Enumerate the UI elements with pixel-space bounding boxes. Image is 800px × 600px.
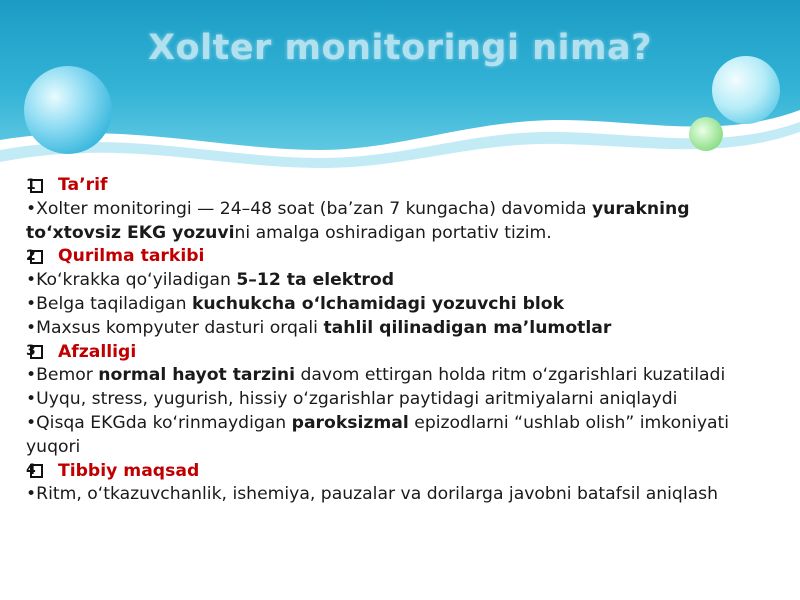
header-banner [0, 0, 800, 170]
numbered-checkbox-icon: 2 [26, 248, 44, 266]
bullet-line: •Maxsus kompyuter dasturi orqali tahlil qilinadigan ma’lumotlar [26, 317, 612, 338]
section-heading [26, 341, 786, 365]
bubble-green [689, 117, 723, 151]
bullet-line: •Uyqu, stress, yugurish, hissiy o‘zgarishlar paytidagi aritmiyalarni aniqlaydi [26, 389, 678, 410]
section-title: Afzalligi [58, 341, 137, 362]
slide-title: Xolter monitoringi nima? [148, 28, 652, 68]
numbered-checkbox-icon: 3 [26, 343, 44, 361]
bullet-line: to‘xtovsiz EKG yozuvini amalga oshiradigan portativ tizim. [26, 222, 552, 243]
bullet-line: •Bemor normal hayot tarzini davom ettirgan holda ritm o‘zgarishlari kuzatiladi [26, 365, 726, 386]
bullet-line: •Xolter monitoringi — 24–48 soat (ba’zan 7 kungacha) davomida yurakning [26, 198, 690, 219]
numbered-checkbox-icon: 4 [26, 462, 44, 480]
bubble-left [24, 66, 112, 154]
section-title: Qurilma tarkibi [58, 246, 205, 267]
bullet-line: •Belga taqiladigan kuchukcha o‘lchamidagi yozuvchi blok [26, 293, 565, 314]
bullet-line: •Ko‘krakka qo‘yiladigan 5–12 ta elektrod [26, 270, 395, 291]
section-heading [26, 460, 786, 484]
header-wave-graphic [0, 0, 800, 170]
bullet-line: •Qisqa EKGda ko‘rinmaydigan paroksizmal epizodlarni “ushlab olish” imkoniyati [26, 412, 730, 433]
numbered-checkbox-icon: 1 [26, 177, 44, 195]
section-heading [26, 245, 786, 269]
section-heading [26, 174, 786, 198]
bullet-line: yuqori [26, 436, 81, 457]
slide-body [26, 174, 786, 507]
section-title: Tibbiy maqsad [58, 460, 200, 481]
bullet-line: •Ritm, o‘tkazuvchanlik, ishemiya, pauzalar va dorilarga javobni batafsil aniqlash [26, 484, 718, 505]
section-title: Ta’rif [58, 175, 108, 195]
